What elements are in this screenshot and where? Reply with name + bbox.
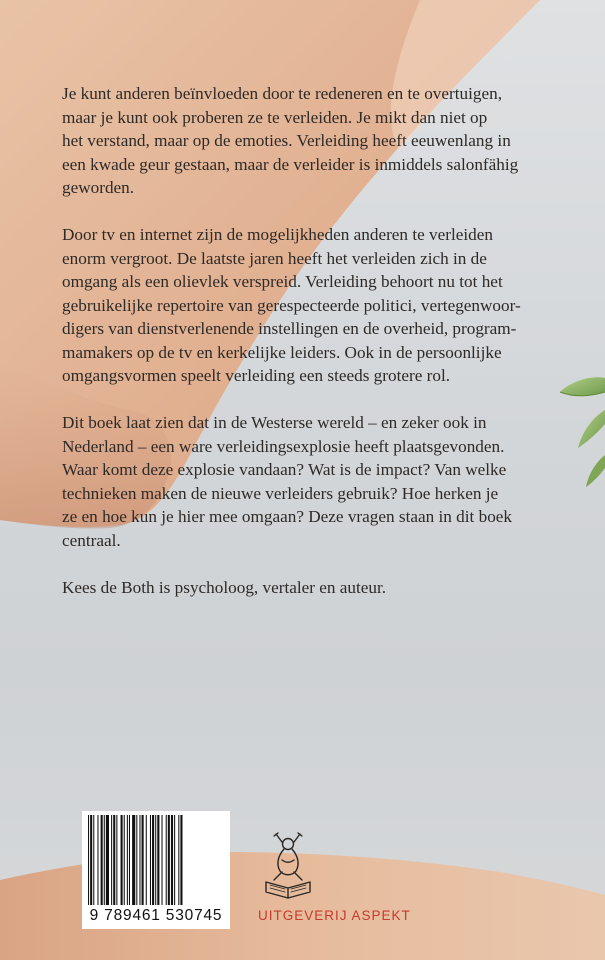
author-bio: Kees de Both is psycholoog, vertaler en auteur. bbox=[62, 577, 387, 597]
barcode-bar bbox=[157, 815, 159, 905]
barcode-bar bbox=[146, 815, 147, 905]
reading-figure-icon bbox=[258, 830, 318, 900]
barcode-bar bbox=[162, 815, 163, 905]
barcode-bar bbox=[101, 815, 103, 905]
barcode-bar bbox=[166, 815, 167, 905]
blurb-paragraph-1: Je kunt anderen beïnvloeden door te redeneren en te overtuigen, maar je kunt ook proberen ze te verleiden. Je mikt dan niet op het verstand, maar op de emoties. Verleiding heeft eeuwenlang in een kwade geur gestaan, maar de verleider is inmiddels salonfähig geworden. bbox=[62, 84, 519, 197]
publisher-name: UITGEVERIJ ASPEKT bbox=[258, 908, 411, 923]
barcode-bar bbox=[104, 815, 105, 905]
barcode-bar bbox=[142, 815, 144, 905]
barcode-bar bbox=[106, 815, 109, 905]
leaf-decoration bbox=[560, 377, 605, 487]
barcode-bar bbox=[111, 815, 112, 905]
barcode-bar bbox=[129, 815, 130, 905]
blurb-paragraph-3: Dit boek laat zien dat in de Westerse wereld – en zeker ook in Nederland – een ware verleidingsexplosie heeft plaatsgevonden. Waar komt deze explosie vandaan? Wat is de impact? Van welke technieken maken de nieuwe verleiders gebruik? Hoe herken je ze en hoe kun je hier mee omgaan? Deze vragen staan in dit boek centraal. bbox=[62, 413, 513, 550]
barcode-bar bbox=[152, 815, 154, 905]
barcode-bar bbox=[93, 815, 94, 905]
barcode-bar bbox=[180, 815, 182, 905]
barcode-bar bbox=[88, 815, 89, 905]
blurb-text bbox=[62, 82, 562, 623]
blurb-paragraph-2: Door tv en internet zijn de mogelijkheden anderen te verleiden enorm vergroot. De laatste jaren heeft het verleiden zich in de omgang als een olievlek verspreid. Verleiding behoort nu tot het gebruikelijke repertoire van gerespecteerde politici, vertegenwoor- digers van dienstverlenende instellingen en de overheid, program- mamakers op de tv en kerkelijke leiders. Ook in de persoonlijke omgangsvormen speelt verleiding een steeds grotere rol. bbox=[62, 225, 521, 385]
barcode-bar bbox=[121, 815, 123, 905]
barcode-bar bbox=[136, 815, 137, 905]
barcode-bar bbox=[171, 815, 173, 905]
barcode-bar bbox=[113, 815, 115, 905]
barcode-bar bbox=[139, 815, 140, 905]
barcode-bar bbox=[174, 815, 175, 905]
barcode-bar bbox=[116, 815, 117, 905]
isbn-digits: 9 789461 530745 bbox=[89, 907, 223, 924]
barcode-bar bbox=[124, 815, 125, 905]
barcode-bar bbox=[178, 815, 179, 905]
barcode-bar bbox=[168, 815, 170, 905]
barcode-bar bbox=[90, 815, 92, 905]
barcode-icon bbox=[86, 815, 226, 905]
barcode-bar bbox=[127, 815, 128, 905]
barcode-bar bbox=[97, 815, 98, 905]
barcode-bar bbox=[150, 815, 151, 905]
barcode-bar bbox=[132, 815, 135, 905]
isbn-barcode bbox=[82, 811, 230, 929]
barcode-bar bbox=[155, 815, 156, 905]
